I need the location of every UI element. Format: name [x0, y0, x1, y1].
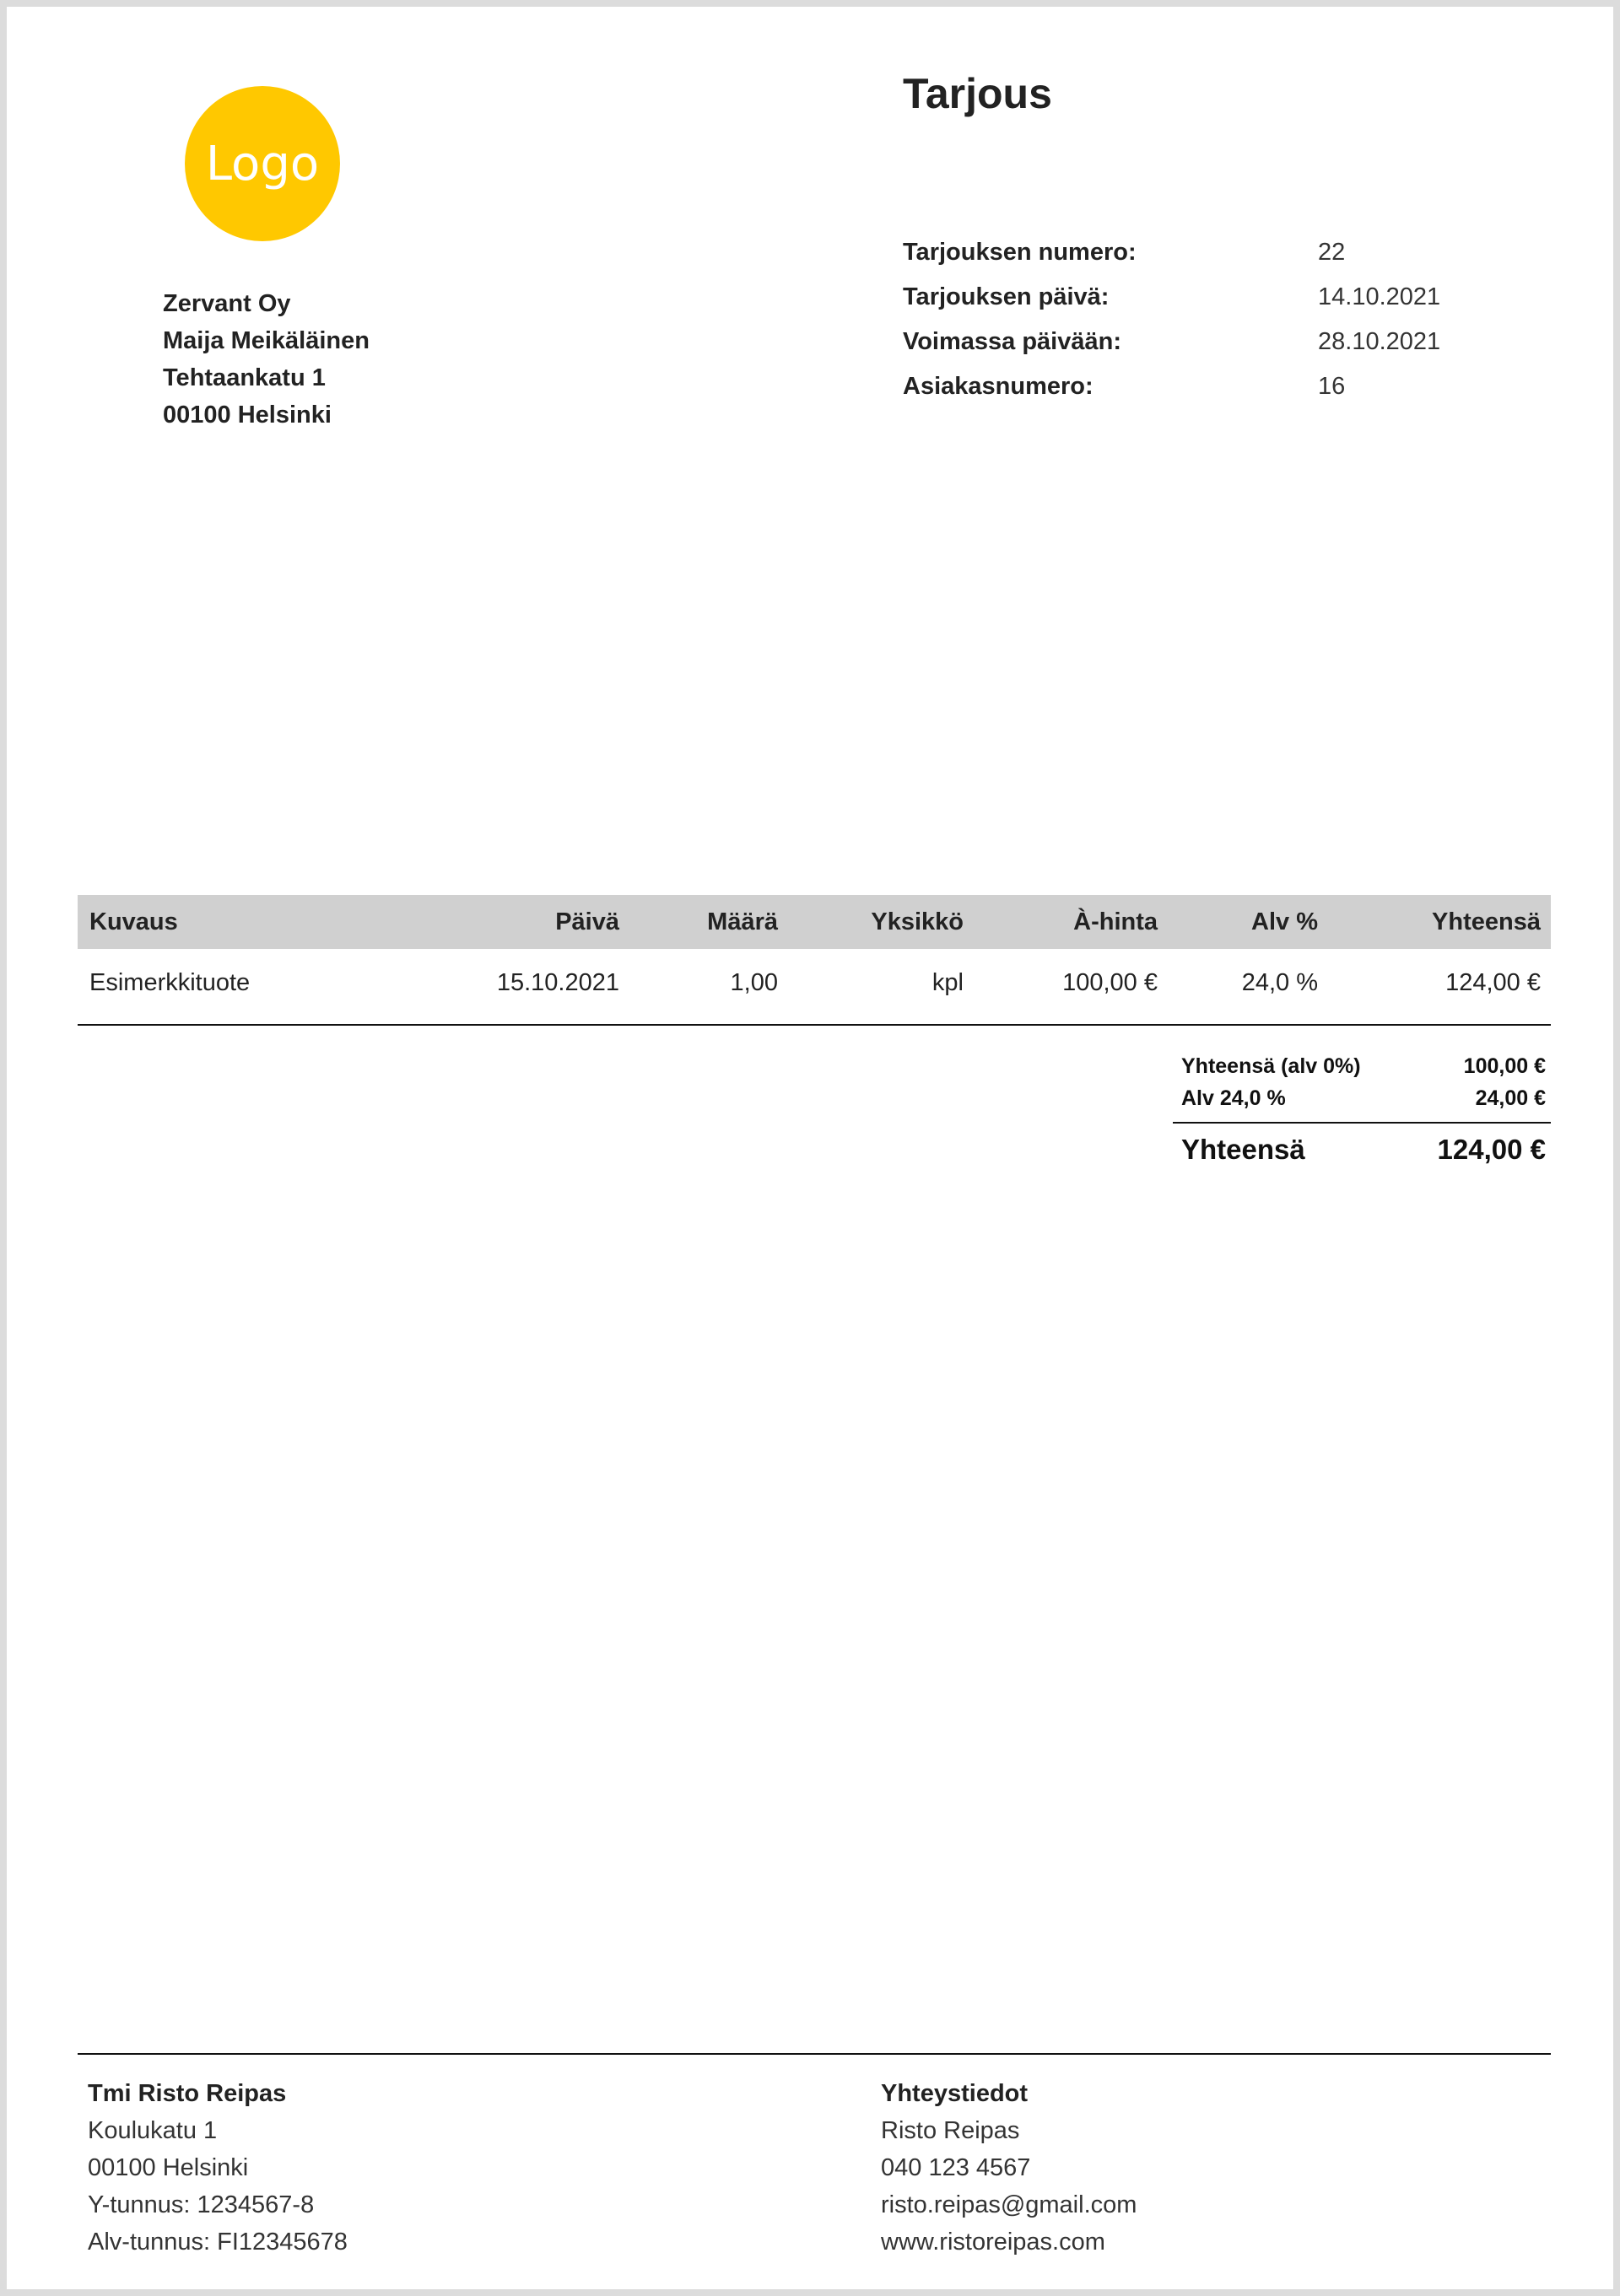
quote-meta	[903, 230, 1440, 409]
contact-person: Risto Reipas	[881, 2117, 1020, 2144]
row-unit-price: 100,00 €	[1062, 968, 1158, 996]
totals-vat-value: 24,00 €	[1475, 1086, 1546, 1110]
totals-net-label: Yhteensä (alv 0%)	[1181, 1054, 1361, 1078]
contact-phone: 040 123 4567	[881, 2154, 1031, 2181]
meta-row-customer-number	[903, 364, 1440, 409]
items-table-header	[78, 895, 1551, 949]
recipient-street: Tehtaankatu 1	[163, 364, 326, 391]
sender-business-id: Y-tunnus: 1234567-8	[88, 2191, 315, 2218]
company-logo	[185, 86, 340, 241]
sender-city: 00100 Helsinki	[88, 2154, 249, 2181]
header-date: Päivä	[555, 908, 619, 935]
totals-net-row	[1181, 1054, 1546, 1079]
totals-divider	[1173, 1122, 1551, 1124]
table-divider	[78, 1024, 1551, 1026]
header-unit-price: À-hinta	[1073, 908, 1158, 935]
row-description: Esimerkkituote	[89, 968, 251, 996]
document-title: Tarjous	[903, 70, 1052, 117]
footer-sender	[88, 2075, 348, 2261]
meta-label: Tarjouksen päivä:	[903, 283, 1110, 310]
recipient-city: 00100 Helsinki	[163, 402, 332, 428]
table-row	[78, 956, 1551, 1010]
row-quantity: 1,00	[730, 968, 778, 996]
totals-grand-label: Yhteensä	[1181, 1134, 1305, 1165]
contact-heading: Yhteystiedot	[881, 2080, 1029, 2107]
meta-row-number	[903, 230, 1440, 275]
totals-grand-value: 124,00 €	[1437, 1134, 1546, 1165]
meta-row-valid-until	[903, 320, 1440, 364]
meta-row-date	[903, 275, 1440, 320]
row-date: 15.10.2021	[496, 968, 619, 996]
meta-label: Asiakasnumero:	[903, 373, 1094, 400]
meta-value: 28.10.2021	[1318, 328, 1441, 355]
row-unit: kpl	[932, 968, 964, 996]
meta-label: Voimassa päivään:	[903, 328, 1121, 355]
totals-vat-label: Alv 24,0 %	[1181, 1086, 1286, 1110]
header-total: Yhteensä	[1432, 908, 1541, 935]
contact-website: www.ristoreipas.com	[881, 2229, 1105, 2256]
contact-email: risto.reipas@gmail.com	[881, 2191, 1137, 2218]
header-vat: Alv %	[1251, 908, 1318, 935]
row-vat: 24,0 %	[1241, 968, 1318, 996]
footer-divider	[78, 2053, 1551, 2055]
meta-value: 16	[1318, 373, 1346, 400]
row-total: 124,00 €	[1445, 968, 1541, 996]
recipient-name: Maija Meikäläinen	[163, 327, 370, 354]
recipient-address	[163, 285, 370, 434]
header-unit: Yksikkö	[871, 908, 964, 935]
header-description: Kuvaus	[89, 908, 178, 935]
recipient-company: Zervant Oy	[163, 290, 291, 317]
totals-net-value: 100,00 €	[1463, 1054, 1546, 1078]
totals-vat-row	[1181, 1086, 1546, 1111]
totals-grand-row	[1181, 1134, 1546, 1166]
meta-value: 22	[1318, 239, 1346, 266]
sender-vat-id: Alv-tunnus: FI12345678	[88, 2229, 348, 2256]
footer-contact	[881, 2075, 1137, 2261]
quote-page	[7, 7, 1613, 2289]
meta-value: 14.10.2021	[1318, 283, 1441, 310]
sender-street: Koulukatu 1	[88, 2117, 218, 2144]
meta-label: Tarjouksen numero:	[903, 239, 1137, 266]
logo-text: Logo	[205, 136, 320, 191]
header-quantity: Määrä	[707, 908, 778, 935]
sender-name: Tmi Risto Reipas	[88, 2080, 287, 2107]
